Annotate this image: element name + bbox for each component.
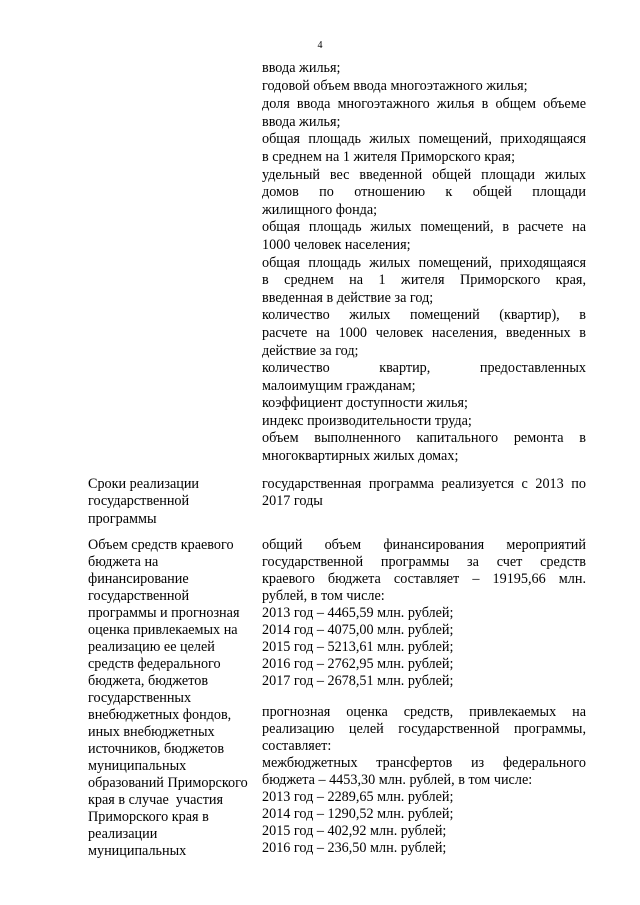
funding-label-line: бюджета, бюджетов	[88, 673, 209, 689]
regional-budget-line: 2017 год – 2678,51 млн. рублей;	[262, 673, 454, 689]
funding-label-line: программы и прогнозная	[88, 605, 240, 621]
funding-label-line: государственных	[88, 690, 192, 706]
indicator-line: малоимущим гражданам;	[262, 378, 416, 394]
attracted-funds-line: реализацию целей государственной программы,	[262, 721, 586, 737]
attracted-funds-line: 2014 год – 1290,52 млн. рублей;	[262, 806, 454, 822]
funding-label-line: муниципальных	[88, 758, 187, 774]
indicator-line: годовой объем ввода многоэтажного жилья;	[262, 78, 528, 94]
funding-label-line: источников, бюджетов	[88, 741, 225, 757]
regional-budget-line: 2016 год – 2762,95 млн. рублей;	[262, 656, 454, 672]
indicator-line: действие за год;	[262, 343, 359, 359]
attracted-funds-line: межбюджетных трансфертов из федерального	[262, 755, 586, 771]
attracted-funds-line: бюджета – 4453,30 млн. рублей, в том числе:	[262, 772, 533, 788]
indicator-line: домов по отношению к общей площади	[262, 184, 586, 200]
regional-budget-line: государственной программы за счет средств	[262, 554, 586, 570]
indicator-line: общая площадь жилых помещений, приходящаяся	[262, 131, 586, 147]
funding-label-line: оценка привлекаемых на	[88, 622, 238, 638]
funding-label-line: Объем средств краевого	[88, 537, 234, 553]
funding-label-line: Приморского края в	[88, 809, 209, 825]
funding-label-line: образований Приморского	[88, 775, 248, 791]
indicator-line: доля ввода многоэтажного жилья в общем объеме	[262, 96, 586, 112]
page-number: 4	[317, 40, 323, 51]
indicator-line: жилищного фонда;	[262, 202, 378, 218]
regional-budget-line: 2015 год – 5213,61 млн. рублей;	[262, 639, 454, 655]
timeline-label-line: программы	[88, 511, 157, 527]
funding-label-line: иных внебюджетных	[88, 724, 215, 740]
regional-budget-line: 2013 год – 4465,59 млн. рублей;	[262, 605, 454, 621]
funding-label-line: государственной	[88, 588, 190, 604]
indicator-line: введенная в действие за год;	[262, 290, 434, 306]
timeline-label-line: государственной	[88, 493, 190, 509]
funding-label-line: внебюджетных фондов,	[88, 707, 232, 723]
timeline-value-line: 2017 годы	[262, 493, 323, 509]
funding-label-line: реализации	[88, 826, 158, 842]
indicator-line: индекс производительности труда;	[262, 413, 472, 429]
attracted-funds-line: прогнозная оценка средств, привлекаемых на	[262, 704, 586, 720]
indicator-line: в среднем на 1 жителя Приморского края;	[262, 149, 516, 165]
indicator-line: в среднем на 1 жителя Приморского края,	[262, 272, 586, 288]
attracted-funds-line: 2015 год – 402,92 млн. рублей;	[262, 823, 447, 839]
funding-label-line: реализацию ее целей	[88, 639, 215, 655]
indicator-line: многоквартирных жилых домах;	[262, 448, 459, 464]
attracted-funds-line: 2013 год – 2289,65 млн. рублей;	[262, 789, 454, 805]
regional-budget-line: краевого бюджета составляет – 19195,66 млн.	[262, 571, 586, 587]
indicator-line: общая площадь жилых помещений, в расчете на	[262, 219, 586, 235]
funding-label-line: муниципальных	[88, 843, 187, 859]
indicator-line: коэффициент доступности жилья;	[262, 395, 468, 411]
indicator-line: количество квартир, предоставленных	[262, 360, 586, 376]
timeline-label-line: Сроки реализации	[88, 476, 200, 492]
indicator-line: расчете на 1000 человек населения, введенных в	[262, 325, 586, 341]
indicator-line: ввода жилья;	[262, 60, 341, 76]
indicator-line: ввода жилья;	[262, 114, 341, 130]
funding-label-line: края в случае участия	[88, 792, 224, 808]
attracted-funds-line: 2016 год – 236,50 млн. рублей;	[262, 840, 447, 856]
regional-budget-line: 2014 год – 4075,00 млн. рублей;	[262, 622, 454, 638]
attracted-funds-line: составляет:	[262, 738, 332, 754]
indicator-line: количество жилых помещений (квартир), в	[262, 307, 586, 323]
indicator-line: 1000 человек населения;	[262, 237, 411, 253]
indicator-line: удельный вес введенной общей площади жилых	[262, 167, 586, 183]
funding-label-line: бюджета на	[88, 554, 159, 570]
regional-budget-line: общий объем финансирования мероприятий	[262, 537, 586, 553]
indicator-line: общая площадь жилых помещений, приходящаяся	[262, 255, 586, 271]
indicator-line: объем выполненного капитального ремонта в	[262, 430, 586, 446]
funding-label-line: финансирование	[88, 571, 189, 587]
regional-budget-line: рублей, в том числе:	[262, 588, 385, 604]
funding-label-line: средств федерального	[88, 656, 221, 672]
timeline-value-line: государственная программа реализуется с 2013 по	[262, 476, 586, 492]
